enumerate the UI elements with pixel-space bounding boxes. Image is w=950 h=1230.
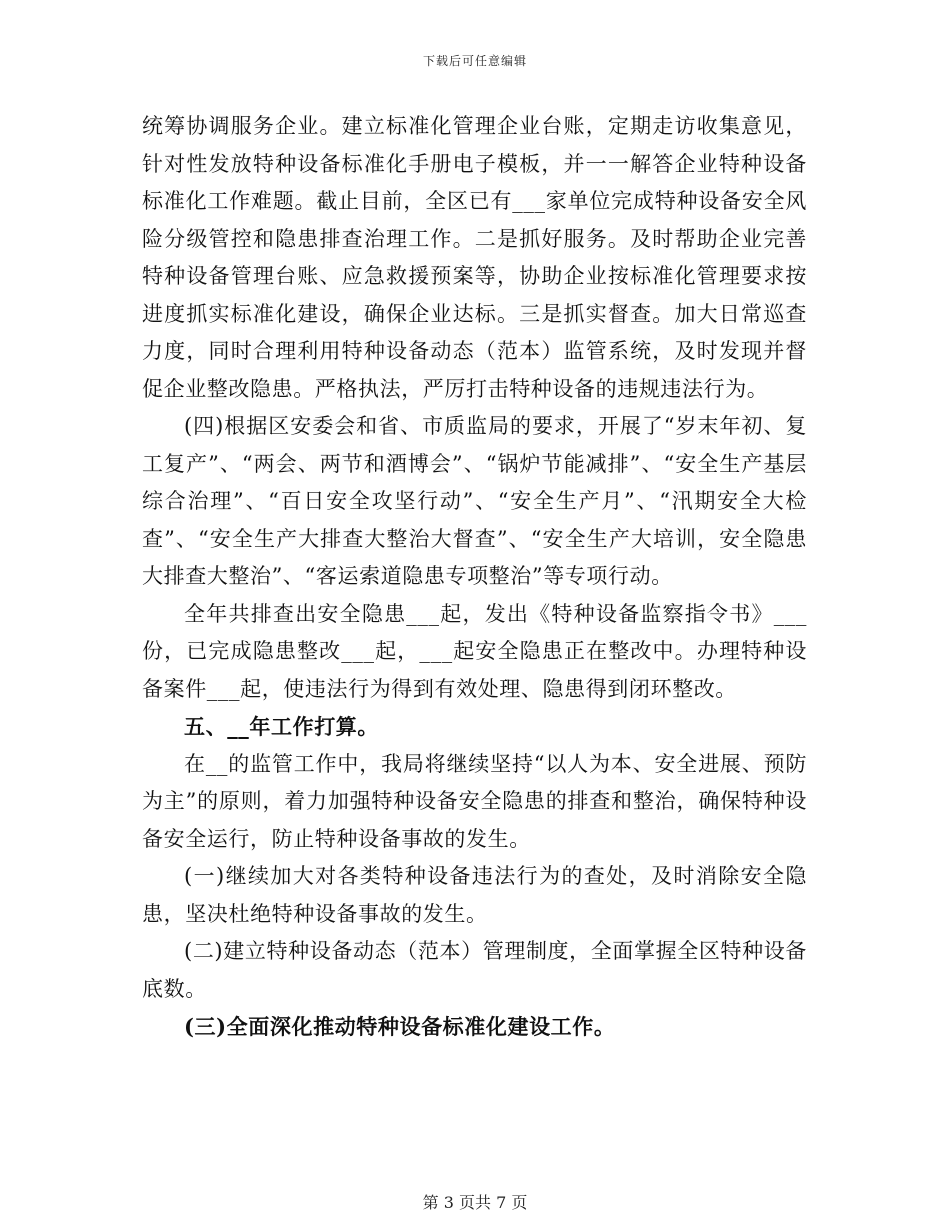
paragraph-plan-item-2: (二)建立特种设备动态（范本）管理制度，全面掌握全区特种设备底数。 — [142, 939, 807, 1001]
paragraph-item-4: (四)根据区安委会和省、市质监局的要求，开展了“岁末年初、复工复产”、“两会、两节和酒博会”、“锅炉节能减排”、“安全生产基层综合治理”、“百日安全攻坚行动”、“安全生产月”、“汛期安全大检查”、“安全生产大排查大整治大督查”、“安全生产大培训，安全隐患大排查大整治”、“客运索道隐患专项整治”等专项行动。 — [142, 414, 807, 588]
paragraph-plan-intro: 在__的监管工作中，我局将继续坚持“以人为本、安全进展、预防为主”的原则，着力加强特种设备安全隐患的排查和整治，确保特种设备安全运行，防止特种设备事故的发生。 — [142, 751, 807, 851]
document-body — [142, 108, 807, 1046]
section-heading-five: 五、__年工作打算。 — [184, 714, 379, 739]
paragraph-plan-item-1: (一)继续加大对各类特种设备违法行为的查处，及时消除安全隐患，坚决杜绝特种设备事故的发生。 — [142, 864, 807, 926]
page-number: 第 3 页共 7 页 — [422, 1193, 528, 1212]
page-header: 下载后可任意编辑 — [422, 54, 527, 68]
paragraph-hazard-summary: 全年共排查出安全隐患___起，发出《特种设备监察指令书》___份，已完成隐患整改___起，___起安全隐患正在整改中。办理特种设备案件___起，使违法行为得到有效处理、隐患得到闭环整改。 — [142, 601, 807, 701]
paragraph-plan-item-3: (三)全面深化推动特种设备标准化建设工作。 — [184, 1014, 616, 1039]
paragraph-continuation: 统筹协调服务企业。建立标准化管理企业台账，定期走访收集意见，针对性发放特种设备标准化手册电子模板，并一一解答企业特种设备标准化工作难题。截止目前，全区已有___家单位完成特种设备安全风险分级管控和隐患排查治理工作。二是抓好服务。及时帮助企业完善特种设备管理台账、应急救援预案等，协助企业按标准化管理要求按进度抓实标准化建设，确保企业达标。三是抓实督查。加大日常巡查力度，同时合理利用特种设备动态（范本）监管系统，及时发现并督促企业整改隐患。严格执法，严厉打击特种设备的违规违法行为。 — [142, 114, 807, 401]
